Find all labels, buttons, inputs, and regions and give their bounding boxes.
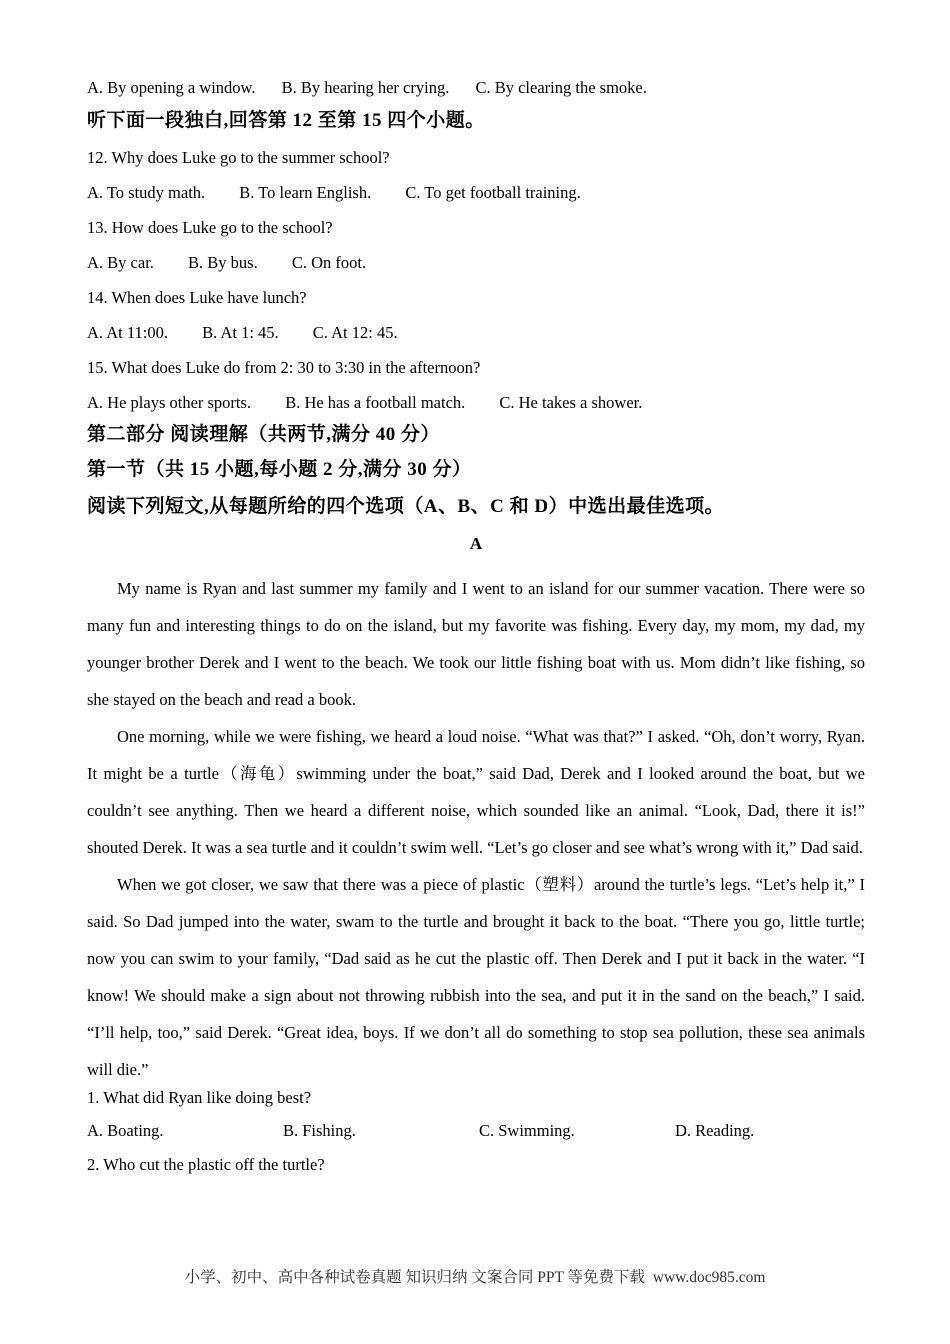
part2-heading: 第二部分 阅读理解（共两节,满分 40 分）	[87, 424, 441, 445]
option-c: C. To get football training.	[405, 183, 581, 202]
option-b: B. He has a football match.	[285, 393, 466, 412]
option-a: A. He plays other sports.	[87, 393, 252, 412]
option-a: A. Boating.	[87, 1121, 164, 1140]
reading-question-1-text: 1. What did Ryan like doing best?	[87, 1088, 312, 1107]
option-a: A. To study math.	[87, 183, 206, 202]
option-a: A. At 11:00.	[87, 323, 168, 342]
reading-question-1-options-row	[87, 1121, 865, 1140]
option-d: D. Reading.	[675, 1121, 755, 1140]
option-c: C. On foot.	[291, 253, 367, 272]
option-c: C. He takes a shower.	[499, 393, 643, 412]
passage-paragraph-2: One morning, while we were fishing, we heard a loud noise. “What was that?” I asked. “Oh, don’t worry, Ryan. It might be a turtle（海龟）swimming under the boat,” said Dad, Derek and I looked around the boat, but we couldn’t see anything. Then we heard a different noise, which sounded like an animal. “Look, Dad, there it is!” shouted Derek. It was a sea turtle and it couldn’t swim well. “Let’s go closer and see what’s wrong with it,” Dad said.	[87, 727, 865, 857]
question-14-options-row	[87, 323, 865, 342]
question-13-options-row	[87, 253, 865, 272]
option-b: B. Fishing.	[283, 1121, 356, 1140]
question-14-text: 14. When does Luke have lunch?	[87, 288, 307, 307]
monologue-instruction: 听下面一段独白,回答第 12 至第 15 四个小题。	[87, 110, 485, 131]
option-c: C. By clearing the smoke.	[475, 78, 647, 97]
part2-section1-heading: 第一节（共 15 小题,每小题 2 分,满分 30 分）	[87, 459, 472, 480]
question-15-options-row	[87, 393, 865, 412]
question-11-options-row	[87, 78, 865, 97]
part2-instruction: 阅读下列短文,从每题所给的四个选项（A、B、C 和 D）中选出最佳选项。	[87, 496, 725, 517]
option-b: B. By bus.	[188, 253, 258, 272]
question-12-text: 12. Why does Luke go to the summer school?	[87, 148, 390, 167]
question-15-text: 15. What does Luke do from 2: 30 to 3:30 in the afternoon?	[87, 358, 481, 377]
option-b: B. To learn English.	[239, 183, 372, 202]
passage-a-label: A	[469, 534, 483, 553]
passage-paragraph-1: My name is Ryan and last summer my family and I went to an island for our summer vacation. There were so many fun and interesting things to do on the island, but my favorite was fishing. Every day, my mom, my dad, my younger brother Derek and I went to the beach. We took our little fishing boat with us. Mom didn’t like fishing, so she stayed on the beach and read a book.	[87, 579, 865, 709]
option-b: B. At 1: 45.	[202, 323, 279, 342]
question-13-text: 13. How does Luke go to the school?	[87, 218, 333, 237]
question-12-options-row	[87, 183, 865, 202]
option-c: C. Swimming.	[479, 1121, 575, 1140]
reading-question-2-text: 2. Who cut the plastic off the turtle?	[87, 1155, 325, 1174]
footer-watermark: 小学、初中、高中各种试卷真题 知识归纳 文案合同 PPT 等免费下载 www.doc985.com	[184, 1269, 766, 1286]
option-a: A. By opening a window.	[87, 78, 256, 97]
option-b: B. By hearing her crying.	[281, 78, 450, 97]
option-c: C. At 12: 45.	[312, 323, 398, 342]
passage-paragraph-3: When we got closer, we saw that there was a piece of plastic（塑料）around the turtle’s legs. “Let’s help it,” I said. So Dad jumped into the water, swam to the turtle and brought it back to the boat. “There you go, little turtle; now you can swim to your family, “Dad said as he cut the plastic off. Then Derek and I put it back in the water. “I know! We should make a sign about not throwing rubbish into the sea, and put it in the sand on the beach,” I said. “I’ll help, too,” said Derek. “Great idea, boys. If we don’t all do something to stop sea pollution, these sea animals will die.”	[87, 875, 865, 1079]
option-a: A. By car.	[87, 253, 154, 272]
